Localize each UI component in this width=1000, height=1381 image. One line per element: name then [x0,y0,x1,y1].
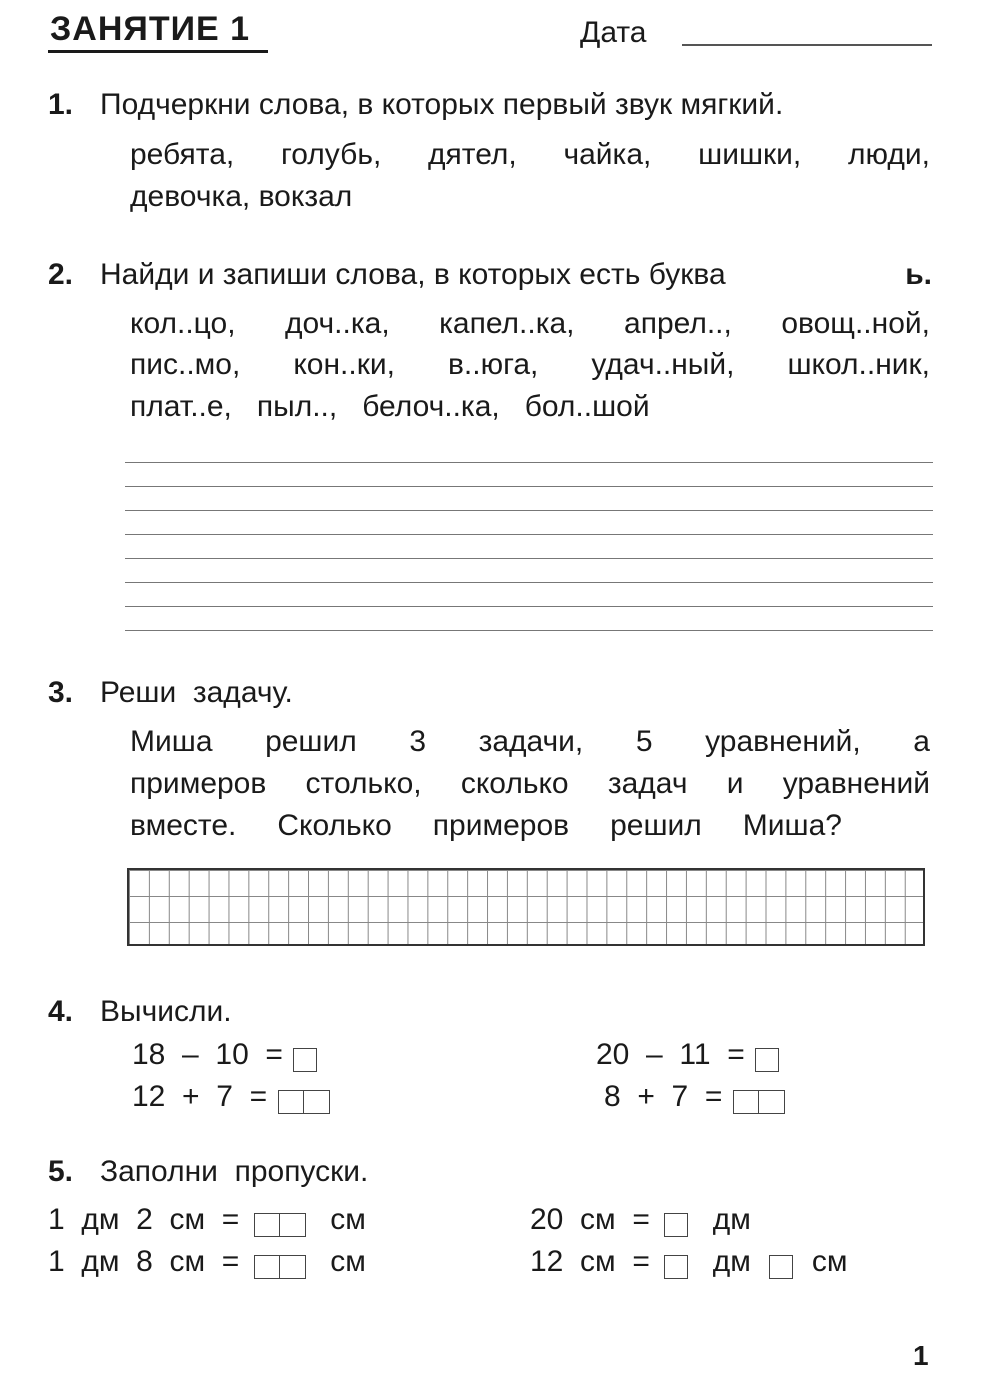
task5-number: 5. [48,1155,74,1188]
writing-line[interactable] [125,462,933,463]
task3-instruction: Реши задачу. [100,676,293,709]
date-label: Дата [580,16,647,49]
lesson-title: ЗАНЯТИЕ 1 [50,10,251,48]
word[interactable]: люди, [848,138,930,171]
unit-label: см [330,1245,366,1278]
answer-box-double[interactable] [254,1255,306,1279]
writing-line[interactable] [125,606,933,607]
word: школ..ник, [787,348,930,381]
task1-words-line2[interactable]: девочка, вокзал [130,180,353,213]
task2-instruction-text: Найди и запиши слова, в которых есть буква [100,258,726,291]
word: уравнений, [705,725,861,758]
word: задач [607,767,688,800]
unit-label: см [811,1245,848,1278]
task5-instruction: Заполни пропуски. [100,1155,369,1188]
answer-box[interactable] [664,1213,688,1237]
task1-instruction-text: Подчеркни слова, в которых первый звук мягкий. [100,88,784,121]
word: капел..ка, [439,307,575,340]
writing-line[interactable] [125,582,933,583]
expression-text: 12 + 7 = [132,1080,268,1113]
word: удач..ный, [591,348,735,381]
date-field-line[interactable] [682,44,932,46]
word: Сколько [277,809,392,842]
writing-line[interactable] [125,558,933,559]
answer-box-double[interactable] [733,1090,785,1114]
expression-text: 1 дм 2 см = [48,1203,240,1236]
writing-line[interactable] [125,510,933,511]
task4-expression-2 [596,1038,779,1072]
task3-text-line1 [130,725,930,759]
word[interactable]: голубь, [280,138,382,171]
unit-label: дм [712,1245,751,1278]
word: овощ..ной, [781,307,930,340]
task3-text-line2 [130,767,930,801]
word: примеров [130,767,267,800]
answer-box-double[interactable] [278,1090,330,1114]
answer-box[interactable] [769,1255,793,1279]
word: уравнений [782,767,930,800]
word: Миша? [742,809,842,842]
writing-line[interactable] [125,630,933,631]
expression-text: 12 см = [530,1245,650,1278]
word: решил [265,725,357,758]
word: и [726,767,744,800]
word: в..юга, [447,348,539,381]
word[interactable]: ребята, [130,138,235,171]
task3-text-line3 [130,809,842,843]
task4-number: 4. [48,995,74,1028]
word: Миша [130,725,213,758]
word: сколько [460,767,569,800]
word: 5 [635,725,653,758]
task4-instruction: Вычисли. [100,995,232,1028]
word[interactable]: шишки, [698,138,802,171]
expression-text: 18 – 10 = [132,1038,283,1071]
title-underline [48,50,268,53]
task2-words-line3: плат..е, пыл.., белоч..ка, бол..шой [130,390,650,423]
task2-number: 2. [48,258,74,291]
writing-line[interactable] [125,534,933,535]
word: кол..цо, [130,307,236,340]
task3-number: 3. [48,676,74,709]
unit-label: дм [712,1203,751,1236]
task2-words-line1 [130,307,930,341]
word: задачи, [478,725,584,758]
word: кон..ки, [293,348,395,381]
word[interactable]: чайка, [563,138,652,171]
task5-row2-right [530,1245,847,1279]
writing-line[interactable] [125,486,933,487]
answer-grid[interactable] [127,868,925,946]
answer-box-double[interactable] [254,1213,306,1237]
task5-row2-left [48,1245,366,1279]
word: решил [610,809,702,842]
task2-words-line2 [130,348,930,382]
word: столько, [305,767,422,800]
expression-text: 20 см = [530,1203,650,1236]
task2-letter: ь. [905,258,932,291]
word: пис..мо, [130,348,241,381]
expression-text: 8 + 7 = [604,1080,723,1113]
task1-words-line1 [130,138,930,172]
word: а [913,725,930,758]
expression-text: 20 – 11 = [596,1038,745,1071]
word: апрел.., [624,307,732,340]
answer-box[interactable] [293,1048,317,1072]
task5-row1-right [530,1203,751,1237]
task1-instruction [100,88,932,122]
task2-instruction [100,258,932,292]
answer-box[interactable] [755,1048,779,1072]
word[interactable]: дятел, [428,138,517,171]
word: примеров [432,809,570,842]
answer-box[interactable] [664,1255,688,1279]
word: доч..ка, [285,307,390,340]
task1-number: 1. [48,88,74,121]
word: вместе. [130,809,237,842]
task4-expression-3 [132,1080,330,1114]
expression-text: 1 дм 8 см = [48,1245,240,1278]
task4-expression-1 [132,1038,317,1072]
page-number: 1 [913,1340,929,1371]
unit-label: см [330,1203,366,1236]
task4-expression-4 [604,1080,785,1114]
task5-row1-left [48,1203,366,1237]
word: 3 [409,725,427,758]
